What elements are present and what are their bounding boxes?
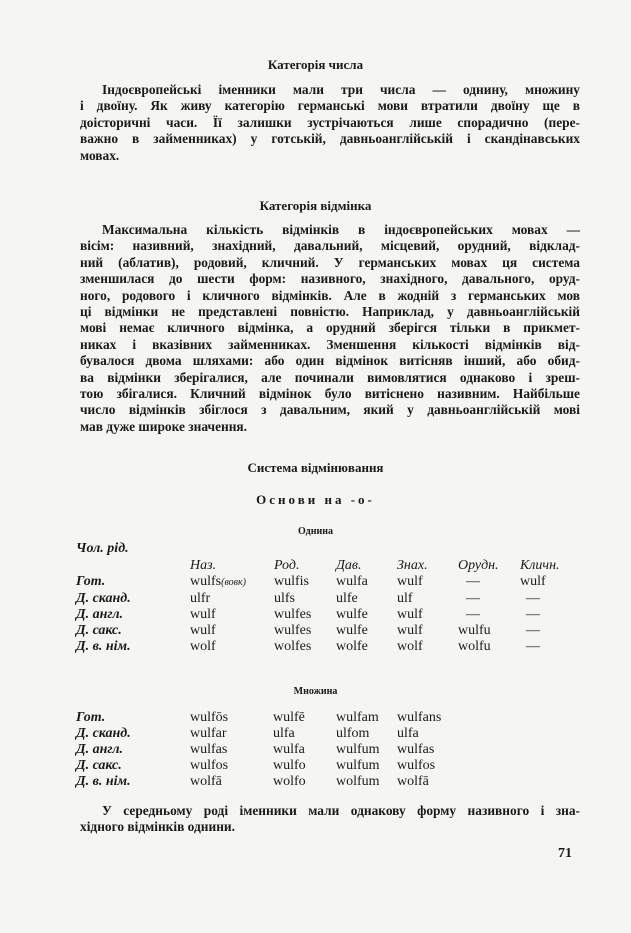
stems-heading: Основи на -о- [256,492,375,507]
section-heading-number: Категорія числа [267,57,364,72]
row-language: Гот. [76,574,106,589]
column-header: Кличн. [520,558,560,573]
table-cell: wulfōs [190,710,229,725]
table-cell: wulfe [336,607,368,622]
table-cell: wolfā [190,774,222,789]
text-line: тою збігалися. Кличний відмінок було витіснено називним. Найбільше [80,386,580,402]
text-line: Індоєвропейські іменники мали три числа — однину, множину [102,82,580,97]
table-cell: wulf [190,607,216,622]
table-cell: — [466,591,480,606]
text-line: У середньому роді іменники мали однакову форму називного і зна- [102,803,580,818]
column-header: Наз. [190,558,217,573]
table-cell: wolfum [336,774,380,789]
table-cell: wulf [397,607,423,622]
page-number: 71 [558,846,572,861]
table-cell: ulfa [273,726,295,741]
table-cell: wulfes [274,607,312,622]
plural-label: Множина [293,686,338,697]
column-header: Дав. [336,558,362,573]
table-cell: wulf [397,574,423,589]
table-cell: wulfum [336,742,380,757]
table-cell: wolfā [397,774,429,789]
table-cell: wulf [520,574,546,589]
text-line: зменшилася до шести форм: називного, знахідного, давального, оруд- [80,271,580,287]
table-cell: wulfos [397,758,436,773]
row-language: Д. сакс. [76,758,122,773]
text-line: мові немає кличного відмінка, а орудний зберігся тільки в прикмет- [80,320,580,336]
table-cell: — [466,574,480,589]
text-line: мав дуже широке значення. [80,418,248,434]
text-line: ного, родового і кличного відмінків. Але в жодній з германських мов [80,287,580,303]
table-cell: wulfis [274,574,309,589]
text-line: і двоїну. Як живу категорію германські мови втратили двоїну ще в [80,98,580,114]
row-language: Д. англ. [76,607,124,622]
row-language: Д. в. нім. [76,639,131,654]
row-language: Гот. [76,710,106,725]
table-cell: wulfu [458,623,491,638]
paragraph-case [80,222,580,435]
text-line: Максимальна кількість відмінків в індоєвропейських мовах — [102,222,580,237]
text-line: ний (аблатив), родовий, кличний. У германських мовах ця система [80,254,580,270]
table-cell: wulfo [273,758,306,773]
table-cell: ulf [397,591,413,606]
table-cell: — [526,623,540,638]
table-cell: — [526,639,540,654]
table-cell: wulfar [190,726,227,741]
table-cell: wulfē [273,710,305,725]
table-cell: wolfu [458,639,491,654]
table-cell: wulfe [336,623,368,638]
table-cell: wulfa [336,574,368,589]
table-cell: wulfans [397,710,442,725]
row-language: Д. в. нім. [76,774,131,789]
singular-label: Однина [298,526,333,537]
text-line: доісторичні часи. Її залишки зустрічаються лише спорадично (пере- [80,114,580,130]
table-cell: wulf [190,623,216,638]
table-cell: ulfa [397,726,419,741]
table-cell: wulfes [274,623,312,638]
row-language: Д. сканд. [76,726,131,741]
paragraph-number [80,82,580,164]
text-line: вісім: називний, знахідний, давальний, місцевий, орудний, відклад- [80,238,580,254]
table-cell: ulfr [190,591,211,606]
table-cell: — [526,591,540,606]
column-header: Род. [274,558,300,573]
table-cell: wolf [397,639,423,654]
table-cell: wulfum [336,758,380,773]
section-heading-declension: Система відмінювання [247,460,384,475]
table-cell: wolf [190,639,216,654]
table-cell: ulfe [336,591,358,606]
section-heading-case: Категорія відмінка [259,198,372,213]
table-cell: wulfs(вовк) [190,574,247,589]
table-cell: ulfs [274,591,295,606]
text-line: важно в займенниках) у готській, давньоанглійській і скандінавських [80,131,580,147]
table-cell: wulfas [190,742,228,757]
table-cell: — [526,607,540,622]
table-cell: wulfam [336,710,379,725]
table-cell: wulf [397,623,423,638]
table-cell: wulfa [273,742,305,757]
text-line: ва відмінки зберігалися, але починали вимовлятися однаково і зреш- [80,369,580,385]
text-line: мовах. [80,147,120,163]
column-header: Знах. [397,558,428,573]
column-header: Орудн. [458,558,499,573]
row-language: Д. англ. [76,742,124,757]
text-line: хідного відмінків однини. [80,819,235,835]
text-line: число відмінків збіглося з давальним, який у давньоанглійській мові [80,402,580,418]
paragraph-neuter [80,803,580,836]
table-cell: wolfe [336,639,368,654]
table-cell: wulfas [397,742,435,757]
table-cell: ulfom [336,726,370,741]
row-language: Д. сканд. [76,591,131,606]
text-line: никах і вказівних займенниках. Зменшення кількості відмінків від- [80,336,580,352]
text-line: бувалося двома шляхами: або один відмінок витісняв інший, або обид- [80,353,580,369]
table-cell: wolfo [273,774,306,789]
table-cell: wolfes [274,639,312,654]
table-cell: wulfos [190,758,229,773]
row-language: Д. сакс. [76,623,122,638]
gender-label: Чол. рід. [76,541,129,556]
text-line: ці відмінки не представлені повністю. Наприклад, у давньоанглійській [80,304,580,320]
table-cell: — [466,607,480,622]
